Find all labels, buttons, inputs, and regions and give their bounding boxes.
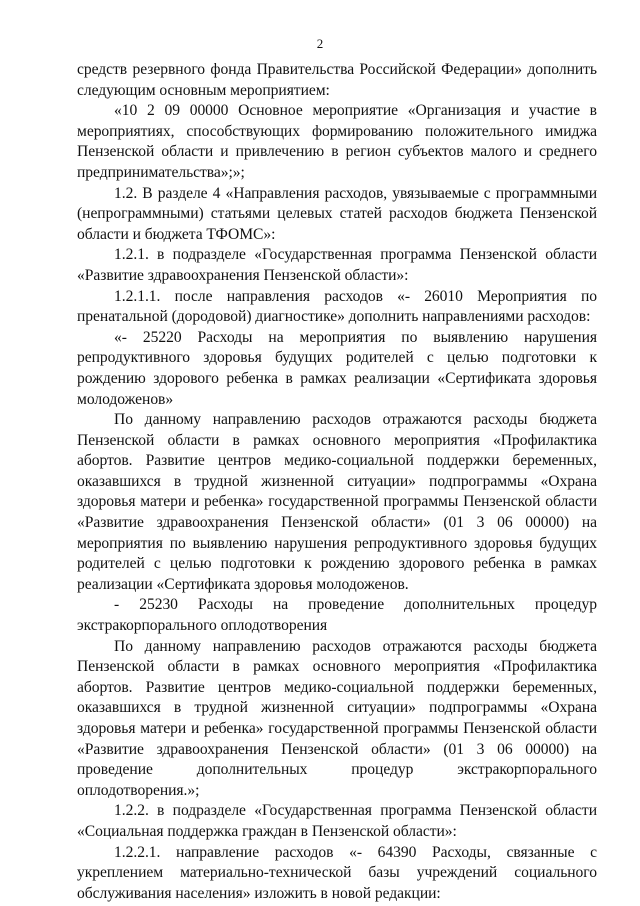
page-number: 2 bbox=[316, 36, 324, 51]
paragraph-5: 1.2.1.1. после направления расходов «- 26010 Мероприятия по пренатальной (дородовой) диагностике» дополнить направлениями расходов: bbox=[77, 287, 597, 326]
paragraph-3: 1.2. В разделе 4 «Направления расходов, увязываемые с программными (непрограммными) статьями целевых статей расходов бюджета Пензенской области и бюджета ТФОМС»: bbox=[77, 184, 597, 243]
paragraph-11: 1.2.2.1. направление расходов «- 64390 Расходы, связанные с укреплением материально-технической базы учреждений социального обслуживания населения» изложить в новой редакции: bbox=[77, 843, 597, 902]
paragraph-7: По данному направлению расходов отражаются расходы бюджета Пензенской области в рамках основного мероприятия «Профилактика абортов. Развитие центров медико-социальной поддержки беременных, оказавшихся в трудной жизненной ситуации» подпрограммы «Охрана здоровья матери и ребенка» государственной программы Пензенской области «Развитие здравоохранения Пензенской области» (01 3 06 00000) на мероприятия по выявлению нарушения репродуктивного здоровья будущих родителей с целью подготовки к рождению здорового ребенка в рамках реализации «Сертификата здоровья молодоженов. bbox=[77, 411, 597, 593]
paragraph-10: 1.2.2. в подразделе «Государственная программа Пензенской области «Социальная поддержка граждан в Пензенской области»: bbox=[77, 802, 597, 840]
document-body bbox=[77, 60, 597, 904]
paragraph-8: - 25230 Расходы на проведение дополнительных процедур экстракорпорального оплодотворения bbox=[77, 596, 597, 635]
paragraph-6: «- 25220 Расходы на мероприятия по выявлению нарушения репродуктивного здоровья будущих родителей с целью подготовки к рождению здорового ребенка в рамках реализации «Сертификата здоровья молодоженов» bbox=[77, 328, 597, 408]
paragraph-2: «10 2 09 00000 Основное мероприятие «Организация и участие в мероприятиях, способствующих формированию положительного имиджа Пензенской области и привлечению в регион субъектов малого и среднего предпринимательства»;»; bbox=[77, 102, 597, 181]
paragraph-4: 1.2.1. в подразделе «Государственная программа Пензенской области «Развитие здравоохранения Пензенской области»: bbox=[77, 246, 597, 284]
paragraph-1: средств резервного фонда Правительства Российской Федерации» дополнить следующим основным мероприятием: bbox=[77, 61, 597, 99]
paragraph-9: По данному направлению расходов отражаются расходы бюджета Пензенской области в рамках основного мероприятия «Профилактика абортов. Развитие центров медико-социальной поддержки беременных, оказавшихся в трудной жизненной ситуации» подпрограммы «Охрана здоровья матери и ребенка» государственной программы Пензенской области «Развитие здравоохранения Пензенской области» (01 3 06 00000) на проведение дополнительных процедур экстракорпорального оплодотворения.»; bbox=[77, 637, 597, 799]
